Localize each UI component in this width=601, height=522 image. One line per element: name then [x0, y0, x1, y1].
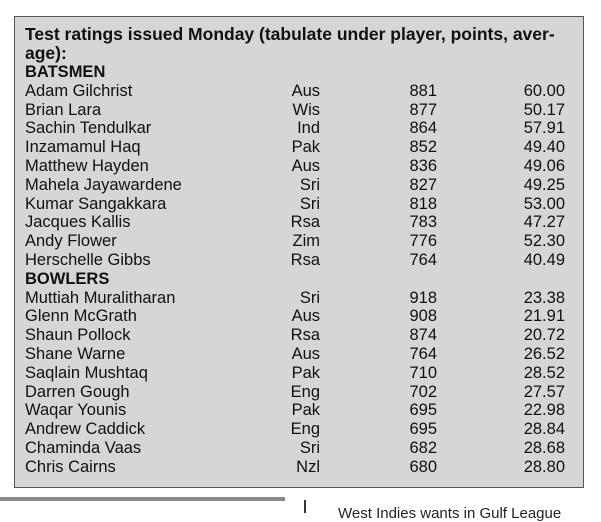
- player-average: 49.25: [523, 175, 565, 194]
- player-average: 28.80: [523, 457, 565, 476]
- player-team: Rsa: [290, 250, 320, 269]
- player-row: [25, 82, 571, 101]
- player-row: [25, 138, 571, 157]
- ratings-title: Test ratings issued Monday (tabulate under player, points, aver-age):: [25, 24, 555, 63]
- player-team: Aus: [291, 344, 320, 363]
- player-row: [25, 176, 571, 195]
- player-points: 827: [409, 175, 437, 194]
- player-name: Glenn McGrath: [25, 307, 137, 326]
- player-average: 23.38: [523, 288, 565, 307]
- player-name: Muttiah Muralitharan: [25, 288, 176, 307]
- player-team: Aus: [291, 156, 320, 175]
- player-name: Inzamamul Haq: [25, 138, 141, 157]
- player-average: 26.52: [523, 344, 565, 363]
- player-average: 53.00: [523, 194, 565, 213]
- player-points: 680: [409, 457, 437, 476]
- player-points: 818: [409, 194, 437, 213]
- player-row: [25, 458, 571, 477]
- player-points: 908: [409, 307, 437, 326]
- batsmen-list: [25, 82, 571, 270]
- player-row: [25, 307, 571, 326]
- player-row: [25, 195, 571, 214]
- player-average: 22.98: [523, 401, 565, 420]
- player-team: Rsa: [290, 326, 320, 345]
- player-name: Matthew Hayden: [25, 156, 149, 175]
- player-team: Sri: [299, 194, 320, 213]
- player-name: Chaminda Vaas: [25, 438, 142, 457]
- player-average: 60.00: [523, 81, 565, 100]
- player-name: Kumar Sangakkara: [25, 194, 167, 213]
- player-name: Darren Gough: [25, 382, 130, 401]
- player-row: [25, 232, 571, 251]
- player-row: [25, 289, 571, 308]
- player-row: [25, 345, 571, 364]
- player-points: 682: [409, 438, 437, 457]
- player-average: 52.30: [523, 232, 565, 251]
- player-row: [25, 213, 571, 232]
- player-points: 836: [409, 156, 437, 175]
- player-team: Rsa: [290, 213, 320, 232]
- player-name: Mahela Jayawardene: [25, 175, 182, 194]
- player-name: Chris Cairns: [25, 457, 116, 476]
- bowlers-list: [25, 289, 571, 477]
- player-name: Saqlain Mushtaq: [25, 363, 148, 382]
- next-column-fragment: West Indies wants in Gulf League: [338, 505, 562, 522]
- player-team: Pak: [291, 138, 320, 157]
- player-average: 47.27: [523, 213, 565, 232]
- ratings-box: [14, 16, 584, 488]
- player-team: Pak: [291, 363, 320, 382]
- player-points: 695: [409, 401, 437, 420]
- player-average: 40.49: [523, 250, 565, 269]
- player-name: Adam Gilchrist: [25, 81, 133, 100]
- player-row: [25, 101, 571, 120]
- player-name: Shaun Pollock: [25, 326, 131, 345]
- player-name: Waqar Younis: [25, 401, 127, 420]
- player-average: 20.72: [523, 326, 565, 345]
- player-average: 49.40: [523, 138, 565, 157]
- player-points: 764: [409, 250, 437, 269]
- player-points: 877: [409, 100, 437, 119]
- player-points: 710: [409, 363, 437, 382]
- column-rule: [0, 497, 285, 501]
- player-team: Eng: [290, 382, 320, 401]
- player-row: [25, 401, 571, 420]
- player-name: Andy Flower: [25, 232, 117, 251]
- player-team: Wis: [292, 100, 320, 119]
- player-team: Nzl: [296, 457, 320, 476]
- player-average: 50.17: [523, 100, 565, 119]
- player-row: [25, 251, 571, 270]
- bowlers-heading: BOWLERS: [25, 269, 110, 288]
- player-points: 881: [409, 81, 437, 100]
- player-row: [25, 383, 571, 402]
- player-average: 27.57: [523, 382, 565, 401]
- player-team: Sri: [299, 288, 320, 307]
- player-points: 776: [409, 232, 437, 251]
- player-points: 852: [409, 138, 437, 157]
- player-row: [25, 439, 571, 458]
- player-average: 28.52: [523, 363, 565, 382]
- player-team: Sri: [299, 438, 320, 457]
- player-row: [25, 364, 571, 383]
- player-row: [25, 420, 571, 439]
- player-row: [25, 326, 571, 345]
- player-name: Jacques Kallis: [25, 213, 131, 232]
- player-points: 764: [409, 344, 437, 363]
- player-name: Shane Warne: [25, 344, 126, 363]
- player-points: 864: [409, 119, 437, 138]
- player-average: 28.68: [523, 438, 565, 457]
- player-average: 49.06: [523, 156, 565, 175]
- player-team: Zim: [292, 232, 320, 251]
- player-average: 21.91: [523, 307, 565, 326]
- player-name: Sachin Tendulkar: [25, 119, 152, 138]
- player-average: 57.91: [523, 119, 565, 138]
- player-name: Herschelle Gibbs: [25, 250, 151, 269]
- player-team: Ind: [297, 119, 320, 138]
- player-row: [25, 119, 571, 138]
- player-points: 702: [409, 382, 437, 401]
- player-team: Pak: [291, 401, 320, 420]
- player-team: Sri: [299, 175, 320, 194]
- column-divider: [304, 500, 306, 513]
- player-team: Aus: [291, 307, 320, 326]
- player-points: 874: [409, 326, 437, 345]
- player-team: Eng: [290, 420, 320, 439]
- player-points: 783: [409, 213, 437, 232]
- player-row: [25, 157, 571, 176]
- player-average: 28.84: [523, 420, 565, 439]
- player-name: Andrew Caddick: [25, 420, 146, 439]
- player-points: 918: [409, 288, 437, 307]
- batsmen-heading: BATSMEN: [25, 63, 106, 81]
- player-points: 695: [409, 420, 437, 439]
- player-name: Brian Lara: [25, 100, 102, 119]
- player-team: Aus: [291, 81, 320, 100]
